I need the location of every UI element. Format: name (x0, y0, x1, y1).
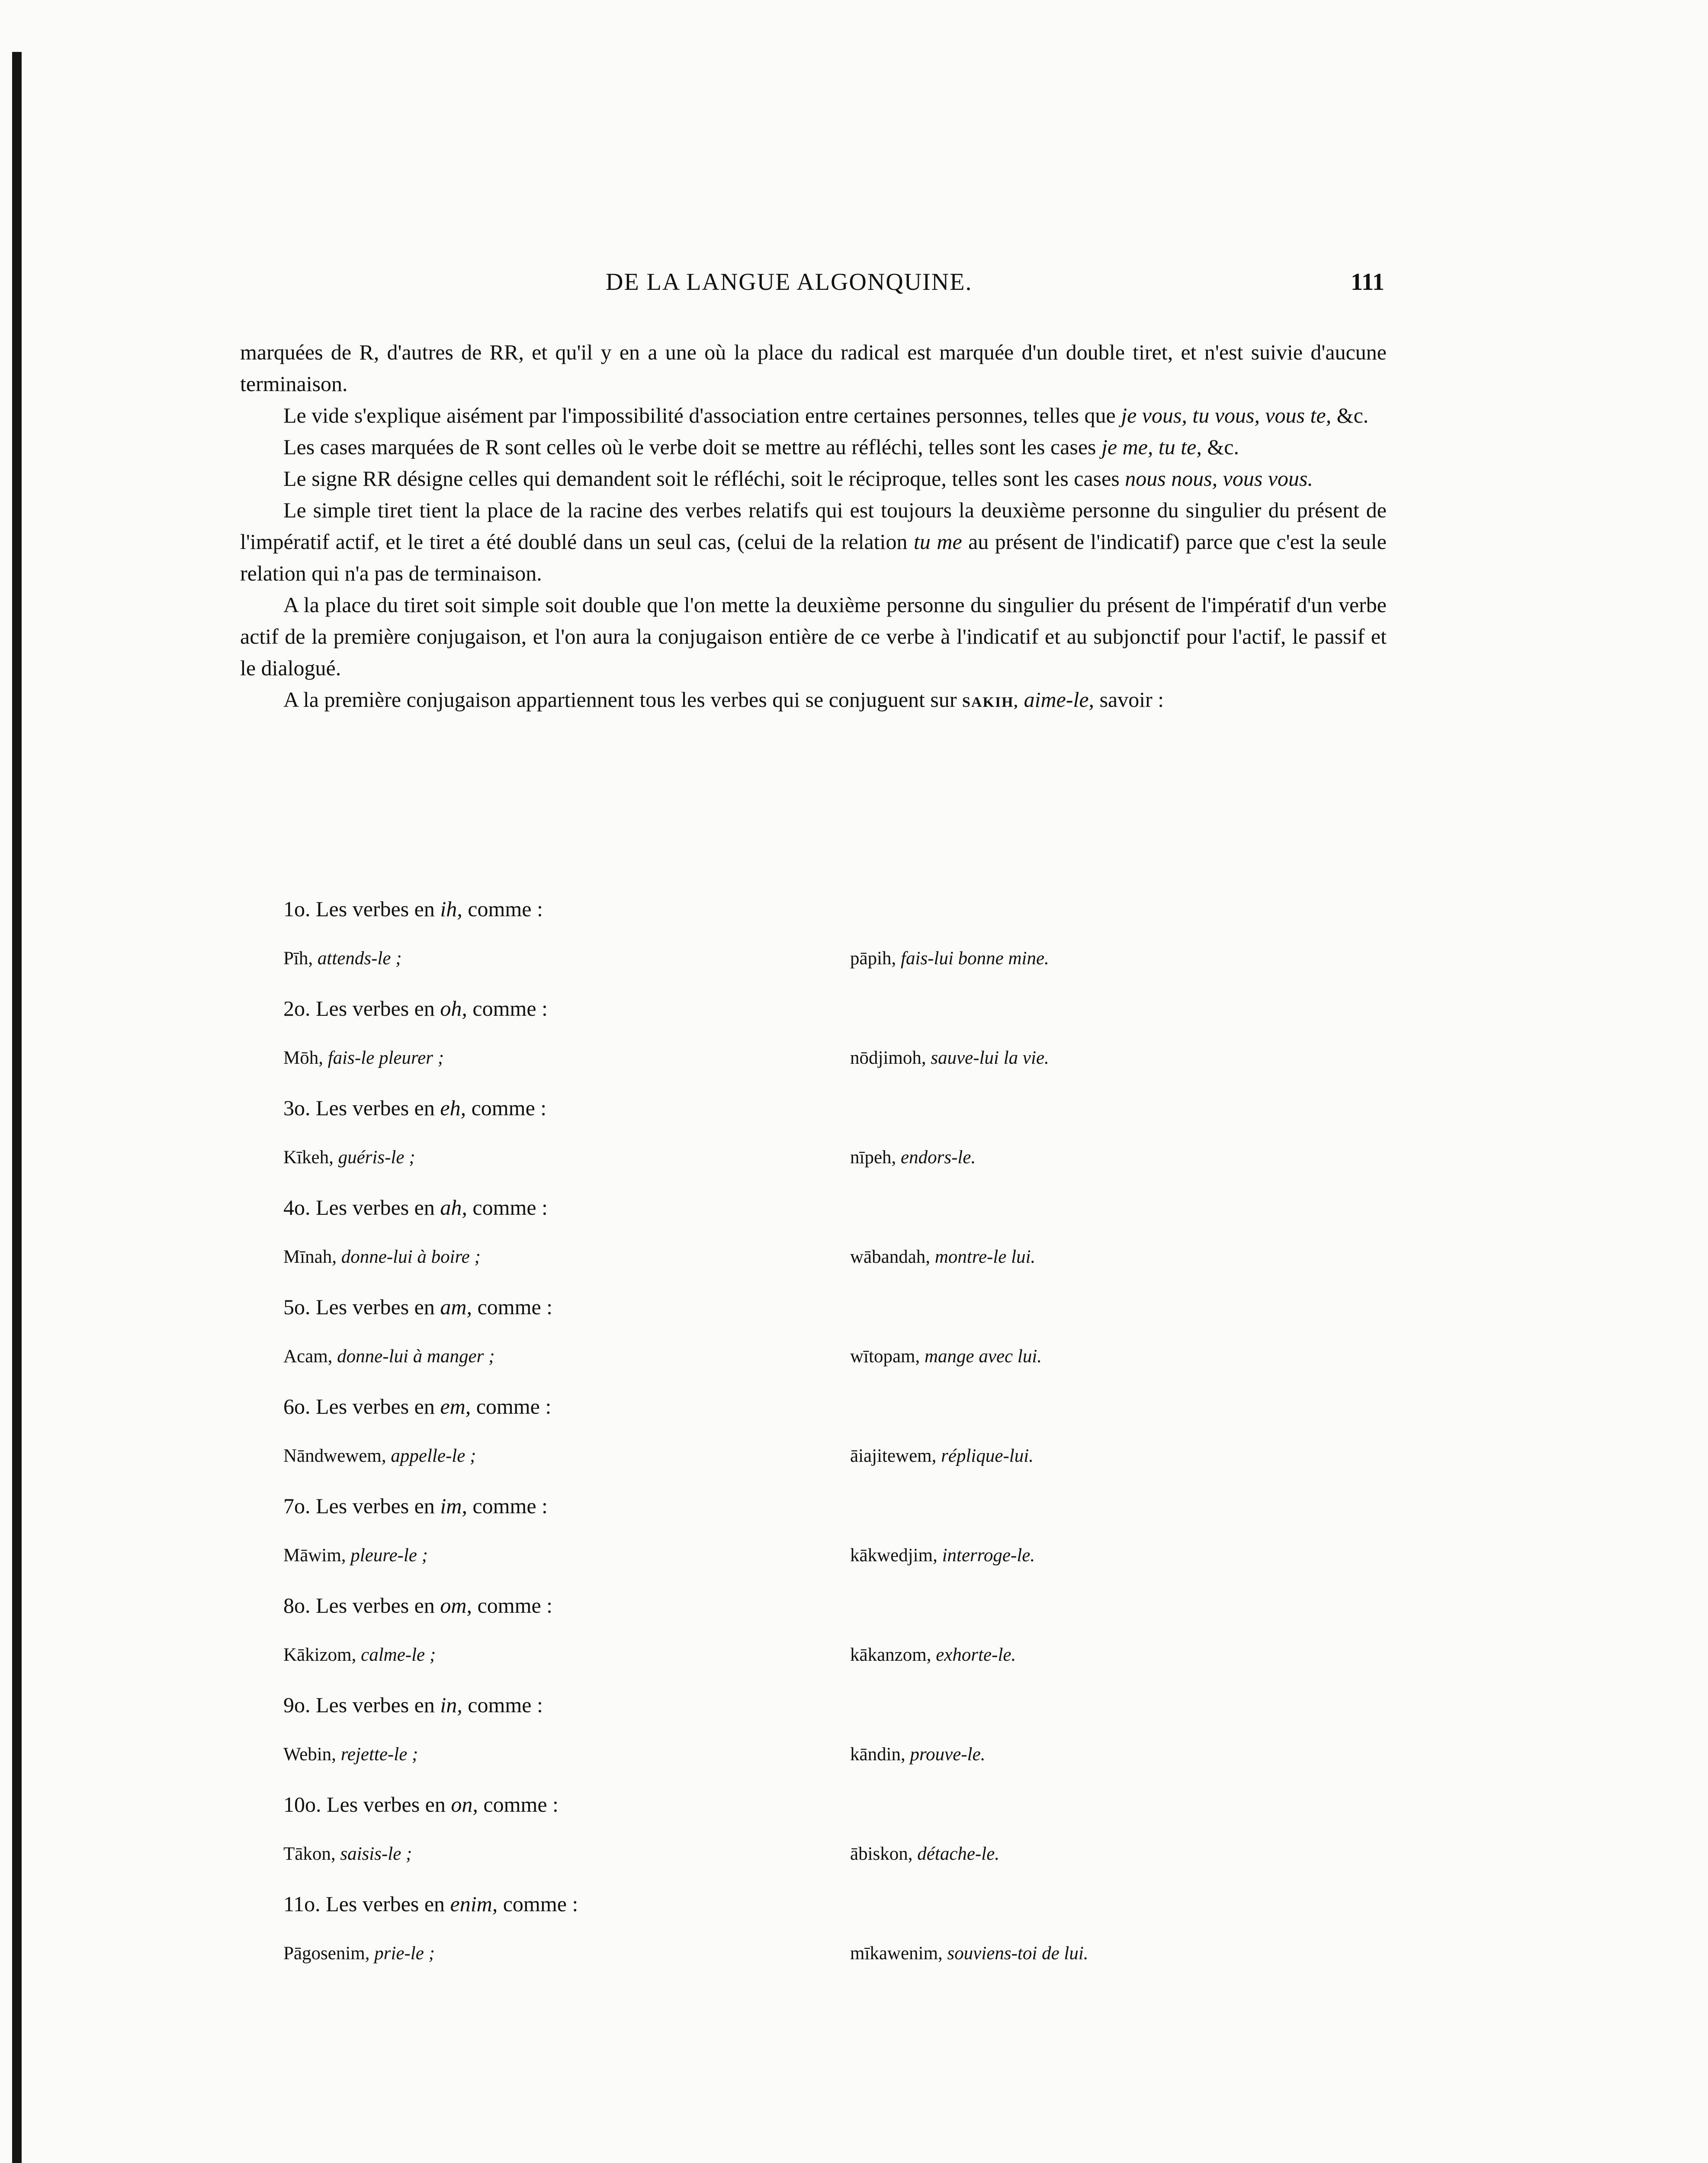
verb-examples (240, 1921, 1387, 1986)
french-translation: fais-lui bonne mine. (901, 948, 1049, 969)
french-translation: sauve-lui la vie. (931, 1048, 1049, 1068)
example-left (283, 1423, 476, 1489)
verb-group-heading (240, 1191, 1387, 1224)
heading-text: 5o. Les verbes en (283, 1295, 440, 1319)
heading-text: comme : (498, 1892, 578, 1916)
algonquin-word: Kīkeh, (283, 1147, 334, 1168)
verb-group-heading (240, 1489, 1387, 1523)
heading-text: comme : (467, 1494, 548, 1518)
algonquin-word: Nāndwewem, (283, 1446, 386, 1466)
french-translation: souviens-toi de lui. (947, 1943, 1088, 1964)
text-run: marquées de R, d'autres de RR, et qu'il y en a une où la place du radical est marquée d'un double tiret, et n'est suivie d'aucune terminaison. (240, 340, 1387, 396)
french-translation: donne-lui à boire ; (341, 1247, 481, 1267)
heading-text: comme : (472, 1295, 553, 1319)
example-right (850, 1324, 1042, 1390)
verb-list (240, 892, 1387, 1986)
verb-ending: im, (440, 1494, 467, 1518)
verb-group-heading (240, 1091, 1387, 1125)
french-translation: détache-le. (917, 1844, 1000, 1864)
algonquin-word: wītopam, (850, 1346, 920, 1367)
algonquin-word: Mōh, (283, 1048, 323, 1068)
text-run: A la première conjugaison appartiennent tous les verbes qui se conjuguent sur (283, 687, 963, 712)
verb-examples (240, 1821, 1387, 1887)
example-left (283, 926, 402, 992)
algonquin-word: nōdjimoh, (850, 1048, 926, 1068)
small-caps-run: SAKIH, (962, 694, 1019, 710)
verb-examples (240, 926, 1387, 992)
body-text (240, 337, 1387, 718)
example-right (850, 1921, 1088, 1986)
heading-text: 6o. Les verbes en (283, 1394, 440, 1418)
algonquin-word: Acam, (283, 1346, 333, 1367)
paragraph (240, 589, 1387, 684)
heading-text: 3o. Les verbes en (283, 1096, 440, 1120)
example-left (283, 1622, 436, 1688)
verb-ending: in, (440, 1693, 462, 1717)
heading-text: comme : (467, 1195, 548, 1219)
heading-text: comme : (472, 1593, 553, 1617)
example-right (850, 1523, 1035, 1589)
text-run: &c. (1201, 435, 1239, 459)
heading-text: 2o. Les verbes en (283, 996, 440, 1021)
french-translation: attends-le ; (317, 948, 402, 969)
verb-ending: on, (451, 1792, 478, 1816)
text-run: Le simple tiret tient la place de la racine des verbes relatifs qui est toujours la deuxième personne du singulier du présent de l'impératif actif, et le tiret a été doublé dans un seul cas, (celui de la relation (240, 498, 1387, 554)
french-translation: appelle-le ; (391, 1446, 476, 1466)
verb-ending: ih, (440, 897, 462, 921)
text-run: au présent de l'indicatif) parce que c'est la seule relation qui n'a pas de terminaison. (240, 530, 1387, 585)
verb-examples (240, 1622, 1387, 1688)
paragraph (240, 494, 1387, 589)
french-translation: fais-le pleurer ; (327, 1048, 444, 1068)
example-right (850, 1722, 985, 1788)
verb-examples (240, 1025, 1387, 1091)
verb-ending: ah, (440, 1195, 467, 1219)
example-right (850, 1125, 976, 1191)
text-run: savoir : (1094, 687, 1164, 712)
algonquin-word: Mīnah, (283, 1247, 337, 1267)
text-run: &c. (1331, 403, 1369, 427)
text-run: Le vide s'explique aisément par l'impossibilité d'association entre certaines personnes, telles que (283, 403, 1121, 427)
example-left (283, 1125, 415, 1191)
heading-text: 9o. Les verbes en (283, 1693, 440, 1717)
paragraph (240, 463, 1387, 494)
heading-text: 11o. Les verbes en (283, 1892, 450, 1916)
algonquin-word: kākanzom, (850, 1645, 931, 1665)
verb-group-heading (240, 992, 1387, 1025)
binding-edge (12, 52, 22, 2163)
heading-text: 8o. Les verbes en (283, 1593, 440, 1617)
example-right (850, 1821, 999, 1887)
example-left (283, 1025, 444, 1091)
text-run (1018, 687, 1024, 712)
page-number: 111 (1351, 269, 1384, 295)
french-translation: rejette-le ; (340, 1744, 418, 1765)
verb-examples (240, 1324, 1387, 1390)
heading-text: comme : (471, 1394, 552, 1418)
verb-ending: oh, (440, 996, 467, 1021)
algonquin-word: Kākizom, (283, 1645, 356, 1665)
algonquin-word: Pīh, (283, 948, 313, 969)
example-right (850, 1622, 1016, 1688)
italic-run: je me, tu te, (1101, 435, 1202, 459)
algonquin-word: ābiskon, (850, 1844, 913, 1864)
verb-group-heading (240, 1788, 1387, 1821)
french-translation: pleure-le ; (350, 1545, 428, 1566)
heading-text: 7o. Les verbes en (283, 1494, 440, 1518)
french-translation: donne-lui à manger ; (337, 1346, 495, 1367)
heading-text: 10o. Les verbes en (283, 1792, 451, 1816)
verb-group-heading (240, 892, 1387, 926)
verb-ending: om, (440, 1593, 472, 1617)
verb-examples (240, 1125, 1387, 1191)
verb-examples (240, 1224, 1387, 1290)
paragraph (240, 431, 1387, 463)
example-right (850, 926, 1049, 992)
verb-group-heading (240, 1887, 1387, 1921)
paragraph (240, 400, 1387, 431)
algonquin-word: wābandah, (850, 1247, 931, 1267)
french-translation: endors-le. (901, 1147, 976, 1168)
heading-text: comme : (462, 897, 543, 921)
text-run: A la place du tiret soit simple soit double que l'on mette la deuxième personne du singulier du présent de l'impératif d'un verbe actif de la première conjugaison, et l'on aura la conjugaison entière de ce verbe à l'indicatif et au subjonctif pour l'actif, le passif et le dialogué. (240, 593, 1387, 680)
heading-text: comme : (467, 996, 548, 1021)
verb-ending: enim, (450, 1892, 498, 1916)
example-left (283, 1722, 418, 1788)
french-translation: prie-le ; (374, 1943, 435, 1964)
heading-text: 1o. Les verbes en (283, 897, 440, 921)
french-translation: exhorte-le. (936, 1645, 1016, 1665)
heading-text: comme : (466, 1096, 547, 1120)
example-right (850, 1224, 1035, 1290)
example-left (283, 1523, 428, 1589)
algonquin-word: Pāgosenim, (283, 1943, 370, 1964)
running-header (242, 268, 1384, 307)
paragraph (240, 337, 1387, 400)
example-left (283, 1821, 412, 1887)
french-translation: réplique-lui. (941, 1446, 1034, 1466)
algonquin-word: kākwedjim, (850, 1545, 937, 1566)
verb-ending: eh, (440, 1096, 466, 1120)
french-translation: guéris-le ; (338, 1147, 415, 1168)
heading-text: comme : (462, 1693, 543, 1717)
italic-run: je vous, tu vous, vous te, (1121, 403, 1332, 427)
french-translation: calme-le ; (361, 1645, 436, 1665)
french-translation: montre-le lui. (934, 1247, 1036, 1267)
italic-run: tu me (913, 530, 962, 554)
verb-ending: am, (440, 1295, 472, 1319)
algonquin-word: āiajitewem, (850, 1446, 937, 1466)
example-right (850, 1423, 1034, 1489)
verb-examples (240, 1423, 1387, 1489)
verb-ending: em, (440, 1394, 471, 1418)
text-run: Les cases marquées de R sont celles où le verbe doit se mettre au réfléchi, telles sont les cases (283, 435, 1101, 459)
algonquin-word: kāndin, (850, 1744, 905, 1765)
algonquin-word: Māwim, (283, 1545, 346, 1566)
verb-examples (240, 1722, 1387, 1788)
french-translation: mange avec lui. (924, 1346, 1042, 1367)
algonquin-word: Tākon, (283, 1844, 336, 1864)
example-left (283, 1224, 481, 1290)
algonquin-word: mīkawenim, (850, 1943, 943, 1964)
heading-text: 4o. Les verbes en (283, 1195, 440, 1219)
example-left (283, 1921, 435, 1986)
verb-group-heading (240, 1290, 1387, 1324)
example-right (850, 1025, 1049, 1091)
french-translation: saisis-le ; (340, 1844, 412, 1864)
verb-group-heading (240, 1589, 1387, 1622)
verb-group-heading (240, 1688, 1387, 1722)
verb-group-heading (240, 1390, 1387, 1423)
algonquin-word: Webin, (283, 1744, 336, 1765)
algonquin-word: nīpeh, (850, 1147, 896, 1168)
italic-run: nous nous, vous vous. (1125, 466, 1313, 491)
french-translation: prouve-le. (910, 1744, 986, 1765)
heading-text: comme : (478, 1792, 559, 1816)
running-title: DE LA LANGUE ALGONQUINE. (606, 269, 973, 295)
verb-examples (240, 1523, 1387, 1589)
french-translation: interroge-le. (942, 1545, 1035, 1566)
text-run: Le signe RR désigne celles qui demandent soit le réfléchi, soit le réciproque, telles sont les cases (283, 466, 1125, 491)
paragraph (240, 684, 1387, 718)
italic-run: aime-le, (1024, 687, 1095, 712)
example-left (283, 1324, 494, 1390)
algonquin-word: pāpih, (850, 948, 896, 969)
